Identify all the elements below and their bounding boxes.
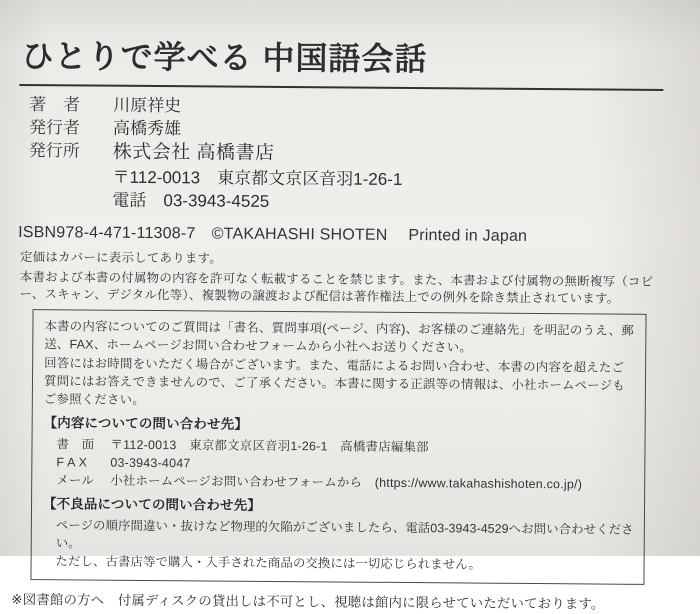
colophon-value: 〒112-0013 東京都文京区音羽1-26-1 <box>112 167 403 189</box>
content-contact-heading: 【内容についての問い合わせ先】 <box>43 415 249 433</box>
defect-line-1: ページの順序間違い・抜けなど物理的欠陥がございましたら、電話03-3943-4529へお問い合わせください。 <box>55 518 634 551</box>
contact-label: メール <box>56 473 94 488</box>
colophon-row-publisher-person <box>29 118 659 143</box>
inquiry-intro-2: 回答にはお時間をいただく場合がございます。また、電話によるお問い合わせ、本書の内容を超えたご質問にはお答えできませんので、ご了承ください。本書に関する正誤等の情報は、小社ホームページもご参照ください。 <box>43 356 626 408</box>
contact-row-email-form <box>56 472 635 495</box>
inquiry-box <box>30 309 646 585</box>
colophon-value: 電話 03-3943-4525 <box>112 190 270 211</box>
colophon-row-phone <box>28 190 658 215</box>
book-title: ひとりで学べる 中国語会話 <box>19 31 663 91</box>
contact-value: 03-3943-4047 <box>110 455 191 471</box>
colophon-label: 著 者 <box>29 95 81 115</box>
colophon-label: 発行所 <box>28 141 80 161</box>
contact-value: 小社ホームページお問い合わせフォームから (https://www.takahashishoten.co.jp/) <box>110 473 583 492</box>
contact-value: 〒112-0013 東京都文京区音羽1-26-1 高橋書店編集部 <box>110 437 429 455</box>
defect-contact-heading: 【不良品についての問い合わせ先】 <box>42 496 262 514</box>
isbn-line: ISBN978-4-471-11308-7 ©TAKAHASHI SHOTEN Printed in Japan <box>18 223 528 245</box>
library-note: ※図書館の方へ 付属ディスクの貸出しは不可とし、視聴は館内に限らせていただいております。 <box>11 592 605 612</box>
colophon-label <box>28 190 112 211</box>
colophon-row-address <box>29 167 659 192</box>
copyright-notice: 本書および本書の付属物の内容を許可なく転載することを禁じます。また、本書および付属物の無断複写（コピー、スキャン、デジタル化等）、複製物の譲渡および配信は著作権法上での例外を除き禁止されています。 <box>19 269 654 306</box>
colophon-label: 発行者 <box>28 118 81 138</box>
colophon-row-author <box>29 95 659 120</box>
colophon-value: 川原祥史 <box>113 95 182 116</box>
price-notice: 定価はカバーに表示してあります。 <box>19 249 223 266</box>
inquiry-intro-1: 本書の内容についてのご質問は「書名、質問事項(ページ、内容)、お客様のご連絡先」を明記のうえ、郵送、FAX、ホームページお問い合わせフォームから小社へお送りください。 <box>44 319 634 355</box>
colophon-row-publisher-company <box>29 141 659 168</box>
contact-label: 書 面 <box>56 437 95 452</box>
defect-line-2: ただし、古書店等で購入・入手された商品の交換には一切応じられません。 <box>55 554 482 572</box>
colophon-value: 高橋秀雄 <box>112 118 182 139</box>
colophon-block <box>28 95 659 215</box>
contact-label: F A X <box>56 455 88 470</box>
colophon-label <box>29 167 113 188</box>
colophon-value: 株式会社 高橋書店 <box>112 141 275 165</box>
